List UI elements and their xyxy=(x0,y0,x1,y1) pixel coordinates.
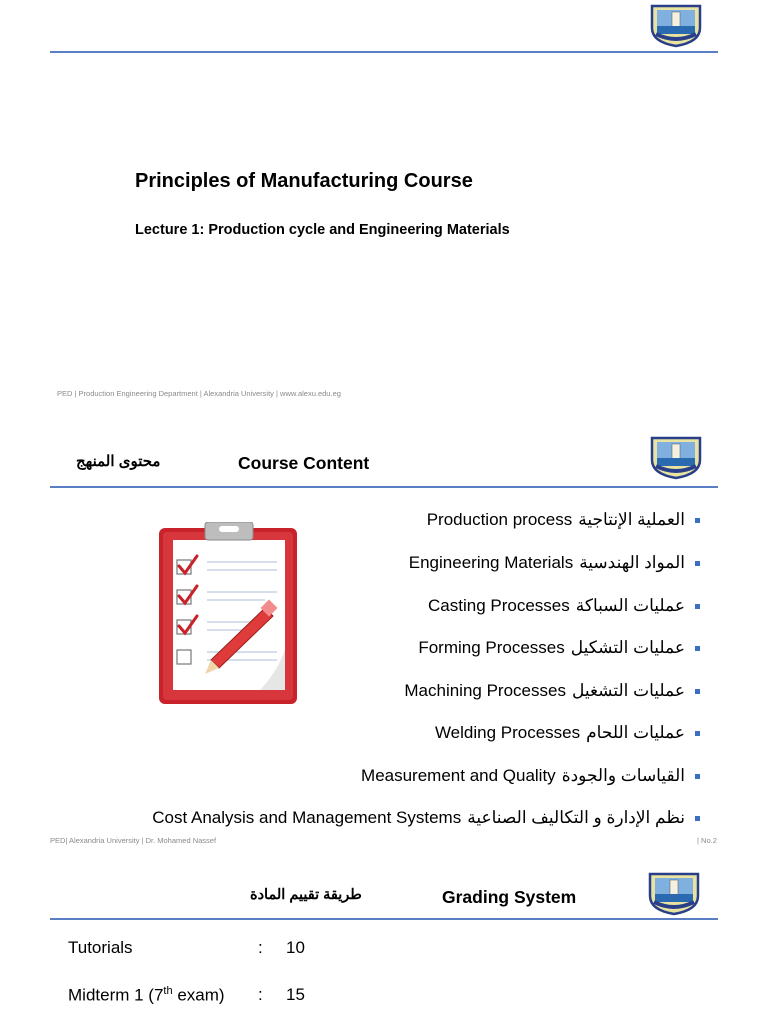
slide-number: | No.2 xyxy=(697,836,717,845)
header-rule xyxy=(50,486,718,488)
bullet-square-icon xyxy=(695,561,700,566)
grade-value: 15 xyxy=(286,985,305,1004)
grade-row-midterm xyxy=(68,985,225,1006)
content-list-item xyxy=(427,510,700,530)
slide-course-content xyxy=(0,410,768,850)
content-list-item xyxy=(418,638,700,658)
item-english: Engineering Materials xyxy=(408,553,574,572)
bullet-square-icon xyxy=(695,518,700,523)
bullet-square-icon xyxy=(695,774,700,779)
item-arabic: عمليات التشغيل xyxy=(571,681,685,700)
grade-label: Tutorials xyxy=(68,938,133,957)
item-english: Machining Processes xyxy=(404,681,566,700)
item-english: Cost Analysis and Management Systems xyxy=(152,808,462,827)
slide-footer: PED | Production Engineering Department | Alexandria University | www.alexu.edu.eg xyxy=(57,389,341,398)
university-logo-icon xyxy=(646,870,702,916)
bullet-square-icon xyxy=(695,604,700,609)
header-rule xyxy=(50,918,718,920)
bullet-square-icon xyxy=(695,731,700,736)
item-english: Production process xyxy=(426,510,573,529)
content-list-item xyxy=(435,723,700,743)
item-english: Forming Processes xyxy=(418,638,565,657)
grade-value: 10 xyxy=(286,938,305,957)
header-rule xyxy=(50,51,718,53)
slide-grading-system xyxy=(0,850,768,1024)
course-title: Principles of Manufacturing Course xyxy=(135,170,473,192)
content-list-item xyxy=(361,766,700,786)
bullet-square-icon xyxy=(695,816,700,821)
grade-separator: : xyxy=(258,985,263,1004)
item-arabic: عمليات التشكيل xyxy=(570,638,685,657)
university-logo-icon xyxy=(648,2,704,48)
item-arabic: العملية الإنتاجية xyxy=(578,510,685,529)
content-list-item xyxy=(428,596,700,616)
item-arabic: عمليات اللحام xyxy=(586,723,685,742)
title-arabic: طريقة تقييم المادة xyxy=(250,887,362,903)
university-logo-icon xyxy=(648,434,704,480)
item-english: Measurement and Quality xyxy=(361,766,556,785)
item-arabic: القياسات والجودة xyxy=(561,766,685,785)
item-english: Welding Processes xyxy=(434,723,581,742)
bullet-square-icon xyxy=(695,689,700,694)
grade-row-tutorials xyxy=(68,938,133,958)
content-list-item xyxy=(404,681,700,701)
item-arabic: نظم الإدارة و التكاليف الصناعية xyxy=(467,808,685,827)
grade-separator: : xyxy=(258,938,263,957)
title-arabic: محتوى المنهج xyxy=(76,453,161,470)
grade-label: Midterm 1 (7 xyxy=(68,985,164,1005)
checklist-clipboard-icon xyxy=(155,522,303,708)
lecture-subtitle: Lecture 1: Production cycle and Engineering Materials xyxy=(135,222,510,238)
item-arabic: عمليات السباكة xyxy=(575,596,685,615)
content-list-item xyxy=(152,808,700,828)
slide-footer-left: PED| Alexandria University | Dr. Mohamed Nassef xyxy=(50,836,217,845)
title-english: Grading System xyxy=(442,887,577,907)
item-english: Casting Processes xyxy=(428,596,570,615)
title-english: Course Content xyxy=(238,453,370,473)
grade-label-sup: th xyxy=(163,985,173,997)
grade-label-tail: exam) xyxy=(172,985,225,1005)
content-list-item xyxy=(409,553,700,573)
bullet-square-icon xyxy=(695,646,700,651)
item-arabic: المواد الهندسية xyxy=(579,553,685,572)
slide-title xyxy=(0,0,768,410)
